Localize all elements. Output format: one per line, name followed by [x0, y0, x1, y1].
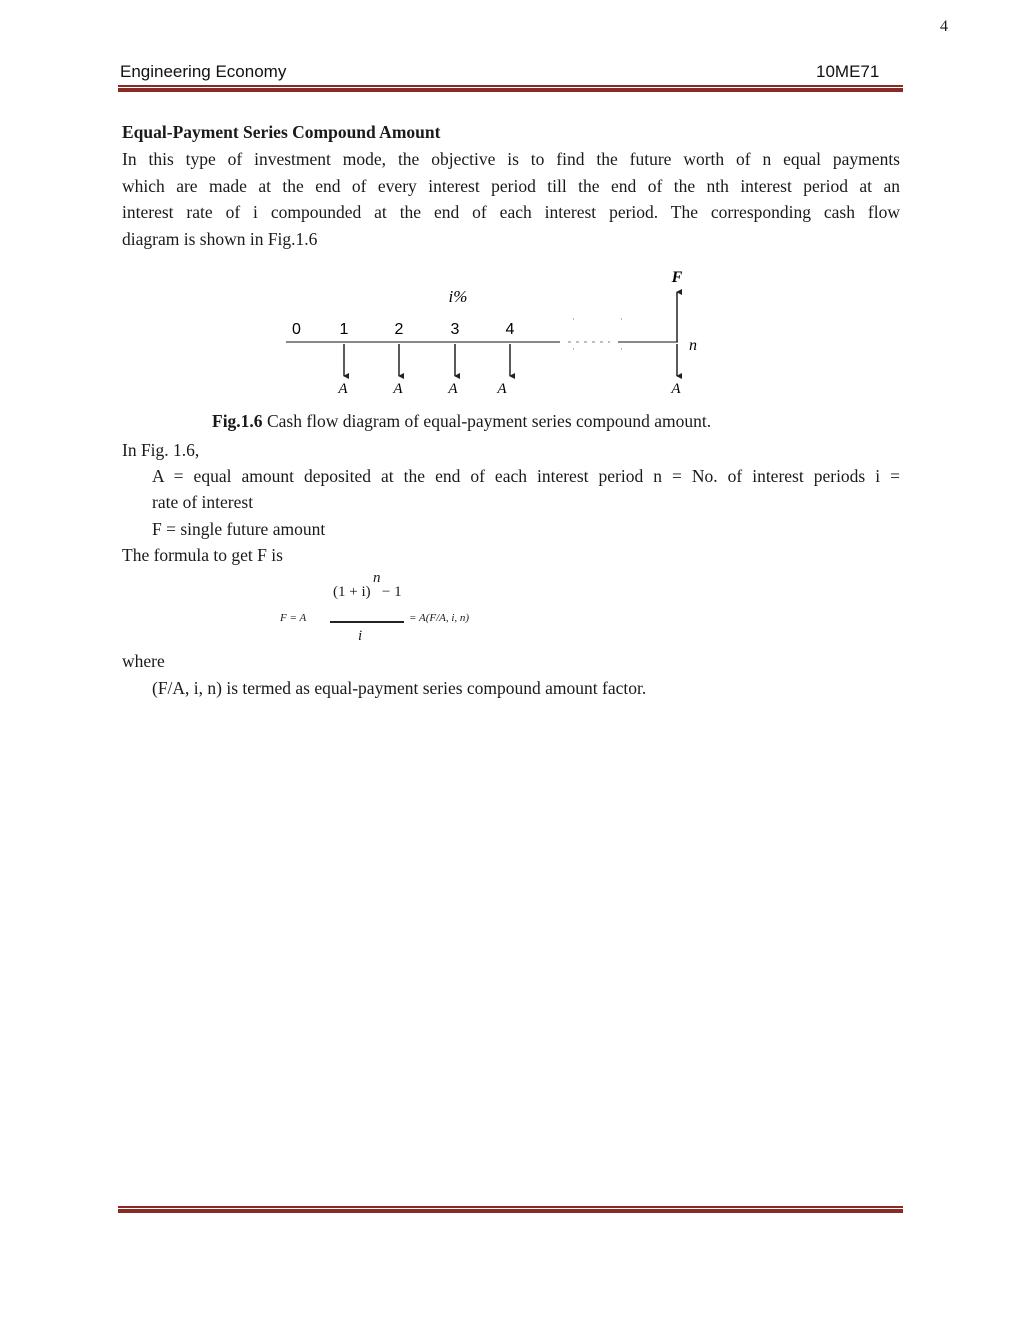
- dot-mark: ·: [572, 344, 575, 354]
- dot-mark: ·: [620, 314, 623, 324]
- future-amount-label: F: [671, 269, 683, 286]
- formula-rhs: = A(F/A, i, n): [409, 612, 470, 624]
- header-course-title: Engineering Economy: [120, 62, 287, 81]
- period-label-4: 4: [505, 321, 515, 338]
- section-title: Equal-Payment Series Compound Amount: [122, 122, 441, 142]
- caption-text: Cash flow diagram of equal-payment series compound amount.: [262, 411, 712, 431]
- definition-line: F = single future amount: [152, 519, 326, 539]
- payment-label-n: A: [671, 381, 681, 397]
- payment-label-3: A: [448, 381, 458, 397]
- fraction-bar: [330, 621, 404, 623]
- where-label: where: [122, 651, 165, 671]
- period-label-0: 0: [292, 321, 301, 338]
- caption-label: Fig.1.6: [212, 411, 263, 431]
- period-label-1: 1: [339, 321, 349, 338]
- definition-line: A = equal amount deposited at the end of each interest period n = No. of interest periods i =: [152, 466, 900, 486]
- period-label-2: 2: [394, 321, 404, 338]
- paragraph-line: interest rate of i compounded at the end of each interest period. The corresponding cash flow: [122, 202, 900, 222]
- paragraph-line: In this type of investment mode, the objective is to find the future worth of n equal payments: [122, 149, 900, 169]
- header-course-code: 10ME71: [816, 62, 880, 81]
- header-rule: [118, 85, 903, 92]
- page-number: 4: [940, 18, 948, 35]
- payment-label-2: A: [393, 381, 403, 397]
- definitions-intro: In Fig. 1.6,: [122, 440, 200, 460]
- paragraph-line: which are made at the end of every interest period till the end of the nth interest period at an: [122, 175, 900, 196]
- intro-paragraph: [122, 146, 900, 252]
- formula-lhs: F = A: [280, 612, 307, 624]
- factor-definition: (F/A, i, n) is termed as equal-payment series compound amount factor.: [152, 678, 647, 698]
- formula-intro: The formula to get F is: [122, 545, 283, 565]
- formula-denominator: i: [358, 628, 363, 644]
- figure-caption: [212, 411, 711, 432]
- footer-rule: [118, 1206, 903, 1213]
- paragraph-line: diagram is shown in Fig.1.6: [122, 228, 318, 249]
- period-label-3: 3: [450, 321, 460, 338]
- cash-flow-diagram: [280, 262, 710, 402]
- dot-mark: ·: [572, 314, 575, 324]
- formula-exponent: n: [373, 570, 381, 586]
- formula-numerator: (1 + i) − 1: [333, 584, 402, 600]
- payment-label-4: A: [497, 381, 507, 397]
- payment-label-1: A: [338, 381, 348, 397]
- end-period-label: n: [689, 337, 697, 354]
- dot-mark: ·: [620, 344, 623, 354]
- definition-line: rate of interest: [152, 492, 254, 512]
- rate-label: i%: [448, 287, 468, 306]
